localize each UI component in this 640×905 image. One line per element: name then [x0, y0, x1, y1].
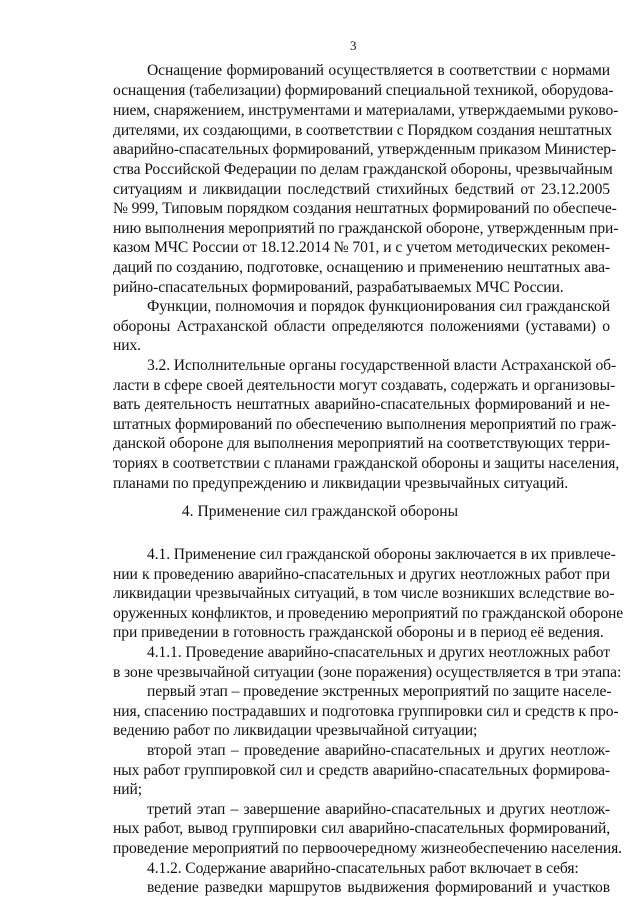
text-line: 4.1.1. Проведение аварийно-спасательных и других неотложных работ [147, 644, 610, 661]
text-line: третий этап – завершение аварийно-спасательных и других неотлож- [147, 801, 610, 818]
text-line: аварийно-спасательных формирований, утвержденным приказом Министер- [113, 141, 617, 158]
text-line: нием, снаряжением, инструментами и материалами, утверждаемыми руково- [113, 102, 619, 119]
text-line: оруженных конфликтов, и проведению мероприятий по гражданской обороне [113, 605, 624, 622]
text-line: 4.1. Применение сил гражданской обороны заключается в их привлече- [147, 546, 616, 563]
text-line: Оснащение формирований осуществляется в соответствии с нормами [147, 62, 610, 79]
text-line: казом МЧС России от 18.12.2014 № 701, и с учетом методических рекомен- [113, 239, 610, 256]
text-line: вать деятельность нештатных аварийно-спасательных формирований и не- [113, 396, 610, 413]
text-line: в зоне чрезвычайной ситуации (зоне поражения) осуществляется в три этапа: [113, 664, 622, 681]
page-number: 3 [350, 38, 357, 53]
text-line: 4.1.2. Содержание аварийно-спасательных работ включает в себя: [147, 860, 579, 877]
text-line: дителями, их создающими, в соответствии с Порядком создания нештатных [113, 122, 613, 139]
text-line: ласти в сфере своей деятельности могут создавать, содержать и организовы- [113, 377, 616, 394]
text-line: ния, спасению пострадавших и подготовка группировки сил и средств к про- [113, 703, 619, 720]
text-line: обороны Астраханской области определяются положениями (уставами) о [113, 318, 610, 335]
text-line: первый этап – проведение экстренных мероприятий по защите населе- [147, 683, 612, 700]
text-line: них. [113, 337, 141, 354]
text-line: ториях в соответствии с планами гражданской обороны и защиты населения, [113, 455, 620, 472]
text-line: ний; [113, 781, 142, 798]
text-line: второй этап – проведение аварийно-спасательных и других неотлож- [147, 742, 610, 759]
text-line: даций по созданию, подготовке, оснащению и применению нештатных ава- [113, 259, 610, 276]
text-line: рийно-спасательных формирований, разрабатываемых МЧС России. [113, 279, 564, 296]
text-line: проведение мероприятий по первоочередному жизнеобеспечению населения. [113, 840, 622, 857]
text-line: ведению работ по ликвидации чрезвычайной ситуации; [113, 722, 478, 739]
text-line: ства Российской Федерации по делам гражданской обороны, чрезвычайным [113, 161, 613, 178]
text-line: ных работ, вывод группировки сил аварийно-спасательных формирований, [113, 820, 610, 837]
text-line: штатных формирований по обеспечению выполнения мероприятий по граж- [113, 416, 617, 433]
text-line: ситуациям и ликвидации последствий стихийных бедствий от 23.12.2005 [113, 181, 610, 198]
text-line: данской обороне для выполнения мероприятий на соответствующих терри- [113, 435, 610, 452]
text-line: Функции, полномочия и порядок функционирования сил гражданской [147, 298, 610, 315]
text-line: ликвидации чрезвычайных ситуаций, в том числе возникших вследствие во- [113, 585, 615, 602]
text-line: № 999, Типовым порядком создания нештатных формирований по обеспече- [113, 200, 617, 217]
text-line: планами по предупреждению и ликвидации чрезвычайных ситуаций. [113, 475, 569, 492]
section-heading: 4. Применение сил гражданской обороны [181, 503, 459, 520]
text-line: нии к проведению аварийно-спасательных и других неотложных работ при [113, 566, 610, 583]
text-line: оснащения (табелизации) формирований специальной техникой, оборудова- [113, 82, 614, 99]
text-line: при приведении в готовность гражданской обороны и в период её ведения. [113, 624, 604, 641]
text-line: нию выполнения мероприятий по гражданской обороне, утвержденным при- [113, 220, 619, 237]
text-line: 3.2. Исполнительные органы государственной власти Астраханской об- [147, 357, 617, 374]
text-line: ных работ группировкой сил и средств аварийно-спасательных формирова- [113, 762, 610, 779]
text-line: ведение разведки маршрутов выдвижения формирований и участков [147, 879, 610, 896]
